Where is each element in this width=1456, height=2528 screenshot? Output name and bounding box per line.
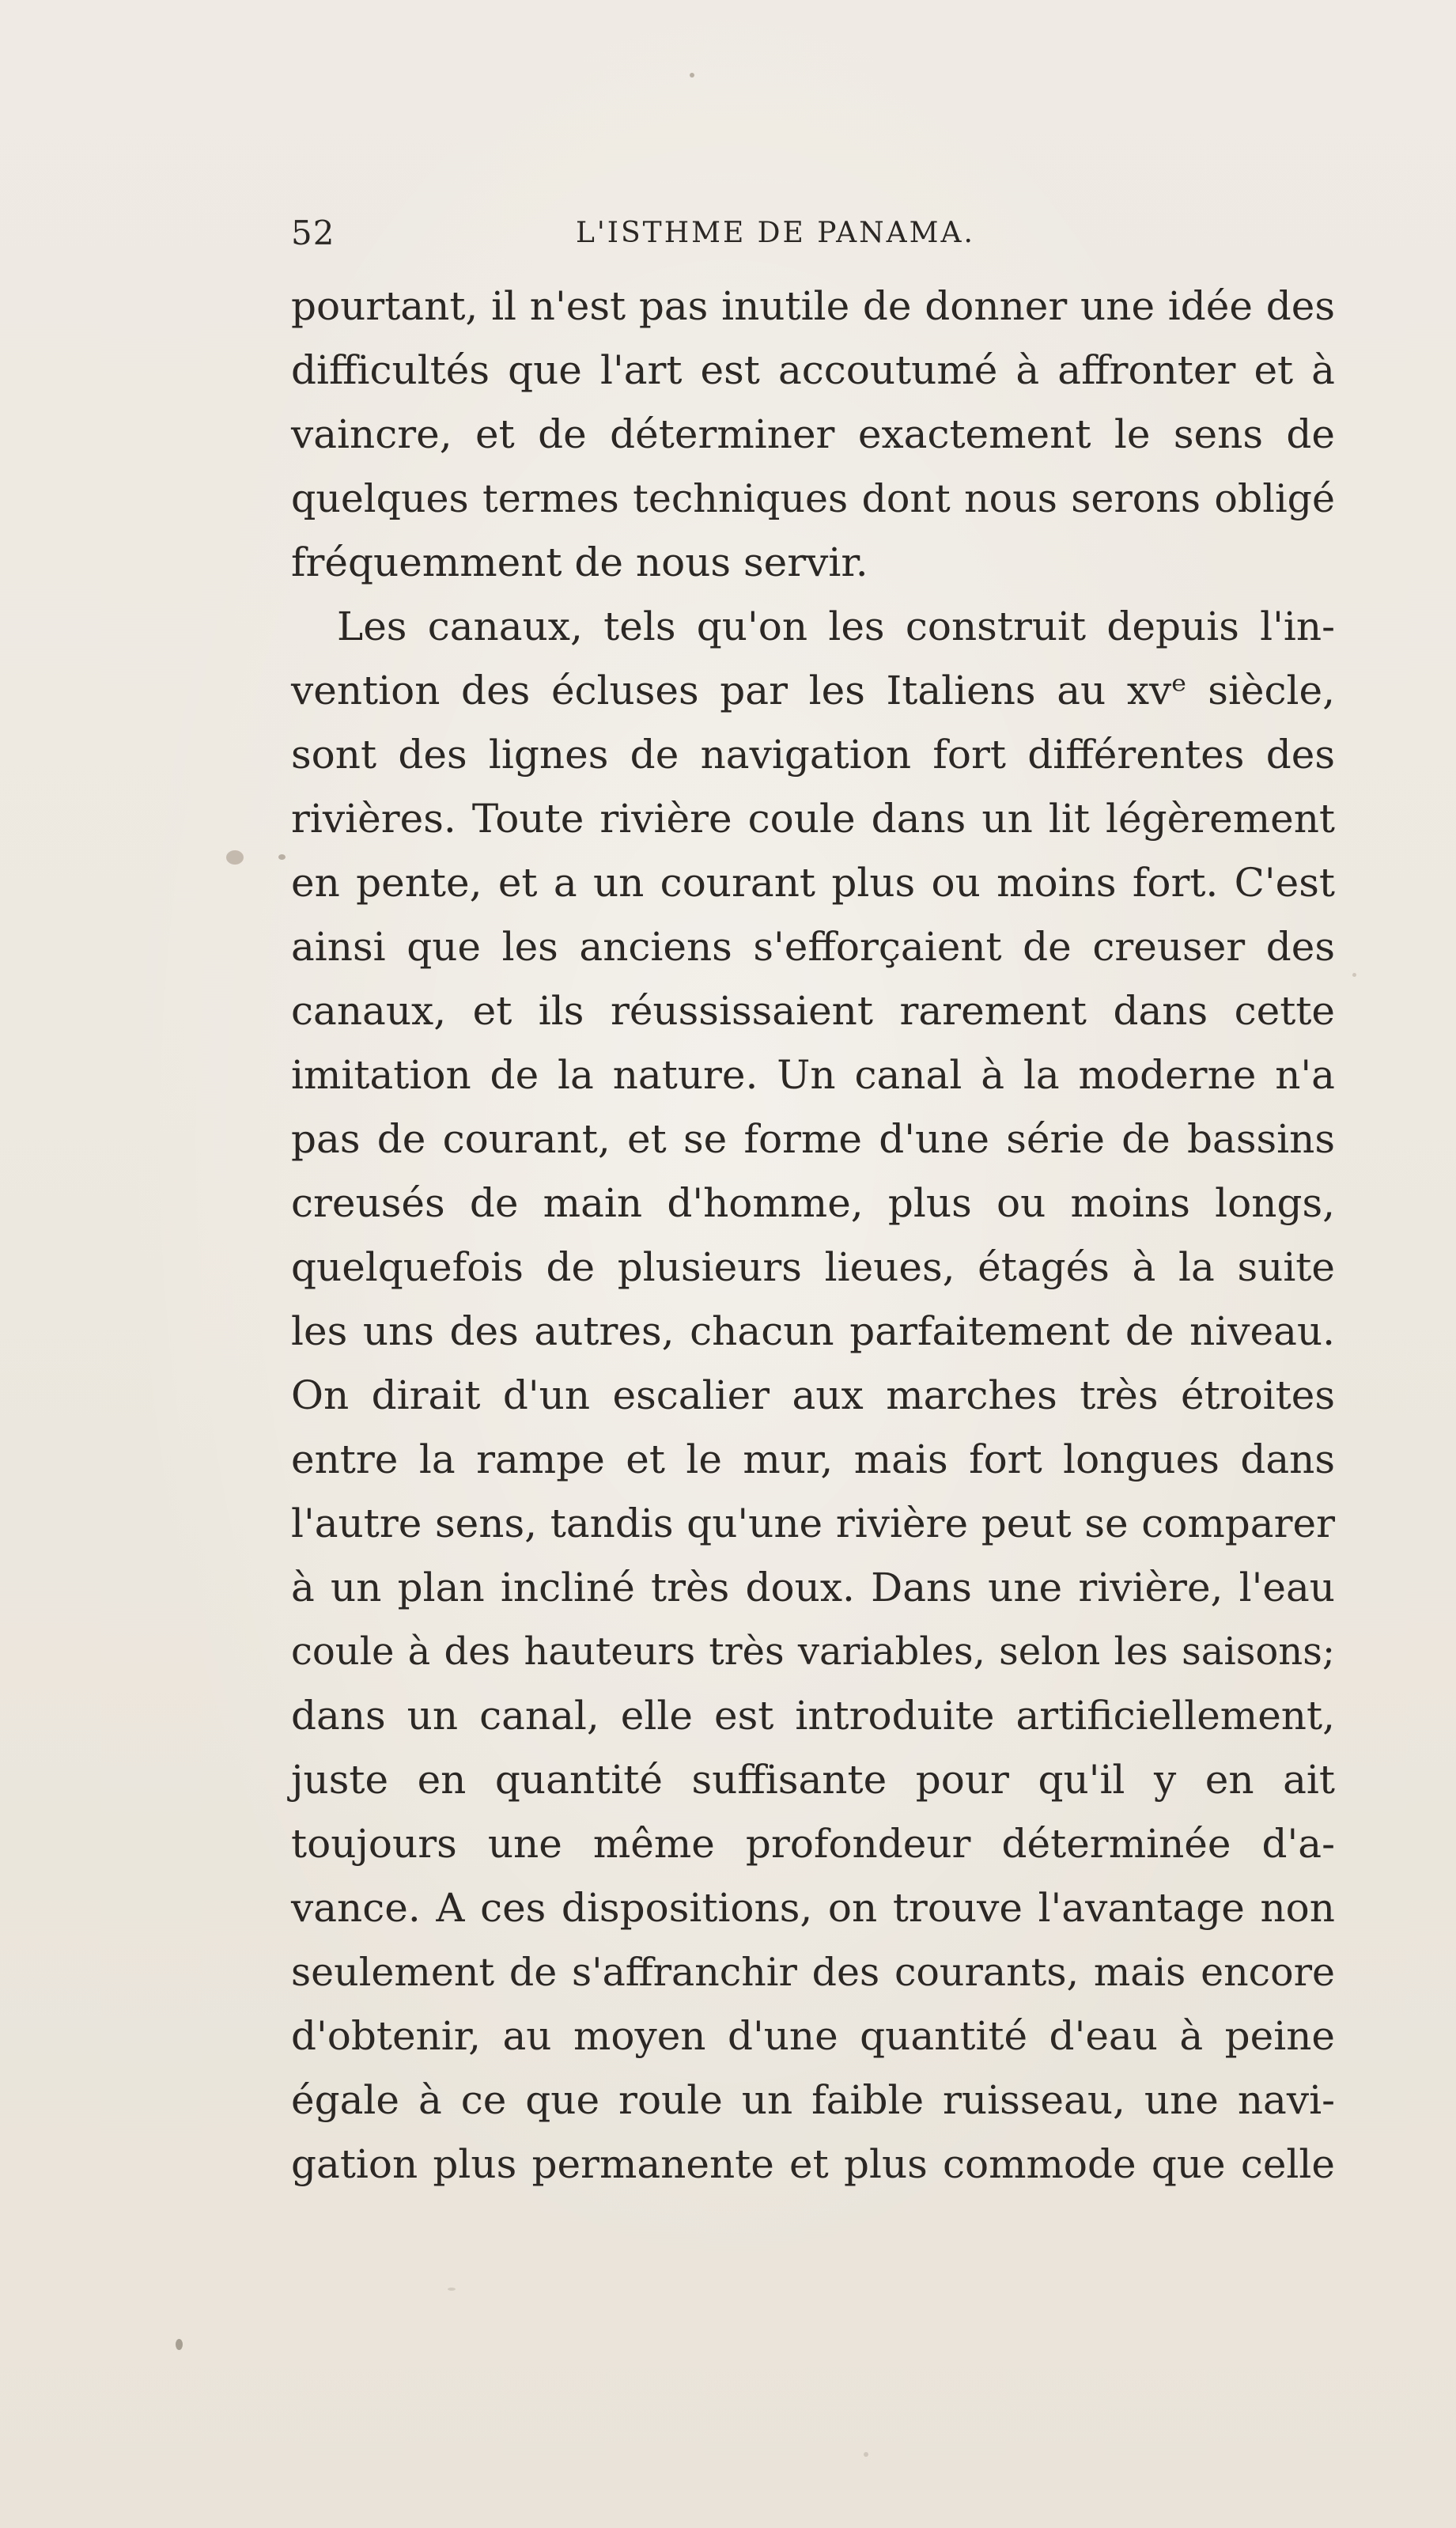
page-header <box>291 210 1335 257</box>
paper-speck <box>690 73 694 78</box>
text-line: égale à ce que roule un faible ruisseau, une navi- <box>291 2077 1335 2123</box>
text-line: quelques termes techniques dont nous serons obligé <box>291 476 1335 521</box>
paper-speck <box>226 850 244 865</box>
paper-speck <box>278 854 286 860</box>
text-line: les uns des autres, chacun parfaitement de niveau. <box>291 1308 1335 1354</box>
text-line: seulement de s'affranchir des courants, mais encore <box>291 1950 1335 1995</box>
paper-speck <box>448 2288 456 2291</box>
text-line: rivières. Toute rivière coule dans un lit légèrement <box>291 796 1335 842</box>
text-line: l'autre sens, tandis qu'une rivière peut se comparer <box>291 1501 1335 1546</box>
text-line: canaux, et ils réussissaient rarement dans cette <box>291 988 1335 1034</box>
text-line: coule à des hauteurs très variables, selon les saisons; <box>291 1629 1335 1674</box>
text-line: quelquefois de plusieurs lieues, étagés à la suite <box>291 1244 1335 1290</box>
paper-speck <box>1352 973 1356 977</box>
text-line: entre la rampe et le mur, mais fort longues dans <box>291 1436 1335 1482</box>
text-line: Les canaux, tels qu'on les construit depuis l'in- <box>337 604 1335 649</box>
text-line: dans un canal, elle est introduite artificiellement, <box>291 1693 1335 1739</box>
text-line: toujours une même profondeur déterminée d'a- <box>291 1821 1335 1867</box>
text-line: vention des écluses par les Italiens au xvᵉ siècle, <box>291 668 1335 713</box>
running-title: L'ISTHME DE PANAMA. <box>576 217 975 249</box>
text-line: à un plan incliné très doux. Dans une rivière, l'eau <box>291 1565 1335 1610</box>
text-line: juste en quantité suffisante pour qu'il y en ait <box>291 1757 1335 1803</box>
text-line: fréquemment de nous servir. <box>291 539 868 585</box>
text-line: On dirait d'un escalier aux marches très étroites <box>291 1372 1335 1418</box>
text-line: pourtant, il n'est pas inutile de donner une idée des <box>291 283 1335 329</box>
text-line: gation plus permanente et plus commode que celle <box>291 2141 1335 2187</box>
paper-speck <box>864 2452 868 2457</box>
text-line: difficultés que l'art est accoutumé à affronter et à <box>291 347 1335 393</box>
page-number: 52 <box>291 214 335 252</box>
text-line: ainsi que les anciens s'efforçaient de creuser des <box>291 924 1335 970</box>
paper-speck <box>176 2339 183 2350</box>
text-line: creusés de main d'homme, plus ou moins longs, <box>291 1180 1335 1226</box>
text-line: en pente, et a un courant plus ou moins fort. C'est <box>291 860 1335 906</box>
text-line: pas de courant, et se forme d'une série de bassins <box>291 1116 1335 1162</box>
text-line: vaincre, et de déterminer exactement le sens de <box>291 411 1335 457</box>
text-line: d'obtenir, au moyen d'une quantité d'eau à peine <box>291 2013 1335 2059</box>
text-line: vance. A ces dispositions, on trouve l'avantage non <box>291 1885 1335 1931</box>
text-line: sont des lignes de navigation fort différentes des <box>291 732 1335 778</box>
body-text <box>291 274 1335 2197</box>
text-line: imitation de la nature. Un canal à la moderne n'a <box>291 1052 1335 1098</box>
